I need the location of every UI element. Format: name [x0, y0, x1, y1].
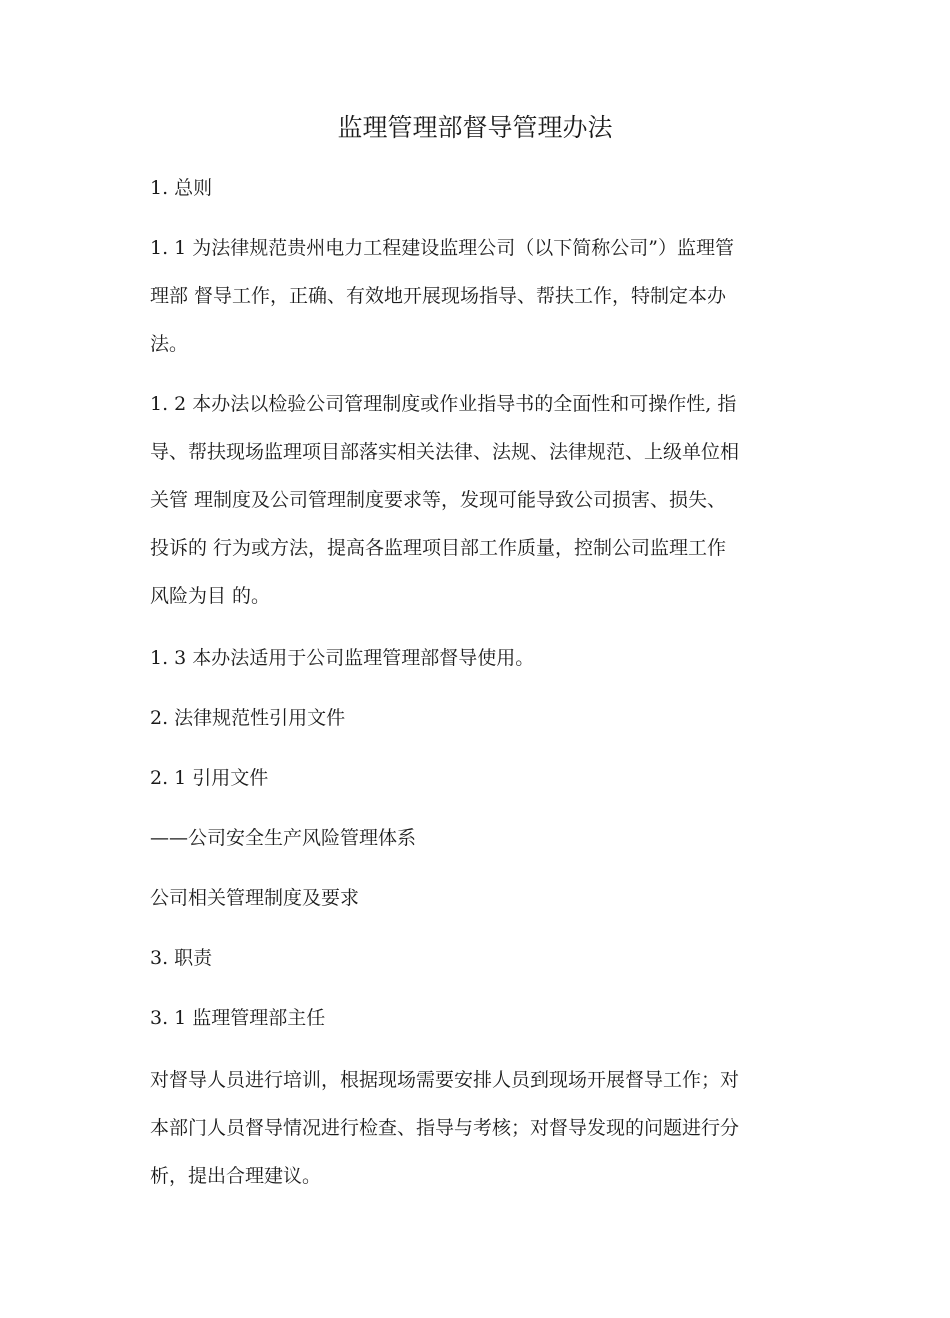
reference-item: 公司相关管理制度及要求 — [150, 887, 360, 909]
document-title: 监理管理部督导管理办法 — [337, 113, 613, 142]
section-heading-general: 1. 总则 — [150, 177, 213, 199]
paragraph-line: 导、帮扶现场监理项目部落实相关法律、法规、法律规范、上级单位相 — [150, 441, 740, 463]
subsection-heading-director: 3. 1 监理管理部主任 — [150, 1007, 326, 1029]
section-heading-responsibilities: 3. 职责 — [150, 947, 213, 969]
subsection-heading-referenced-files: 2. 1 引用文件 — [150, 767, 269, 789]
paragraph-line: 对督导人员进行培训，根据现场需要安排人员到现场开展督导工作；对 — [150, 1069, 740, 1091]
paragraph-1-2 — [150, 380, 802, 620]
paragraph-line: 投诉的 行为或方法，提高各监理项目部工作质量，控制公司监理工作 — [150, 537, 727, 559]
paragraph-1-3: 1. 3 本办法适用于公司监理管理部督导使用。 — [150, 647, 535, 669]
paragraph-line: 1. 1 为法律规范贵州电力工程建设监理公司（以下简称公司”）监理管 — [150, 237, 735, 259]
paragraph-line: 理部 督导工作，正确、有效地开展现场指导、帮扶工作，特制定本办 — [150, 285, 727, 307]
paragraph-line: 法。 — [150, 333, 189, 355]
paragraph-line: 1. 2 本办法以检验公司管理制度或作业指导书的全面性和可操作性, 指 — [150, 393, 737, 415]
paragraph-line: 关管 理制度及公司管理制度要求等，发现可能导致公司损害、损失、 — [150, 489, 727, 511]
reference-item: ——公司安全生产风险管理体系 — [150, 827, 417, 849]
paragraph-line: 风险为目 的。 — [150, 585, 271, 607]
paragraph-3-1 — [150, 1056, 802, 1200]
paragraph-line: 本部门人员督导情况进行检查、指导与考核；对督导发现的问题进行分 — [150, 1117, 740, 1139]
paragraph-1-1 — [150, 224, 802, 368]
section-heading-references: 2. 法律规范性引用文件 — [150, 707, 346, 729]
paragraph-line: 析，提出合理建议。 — [150, 1165, 322, 1187]
